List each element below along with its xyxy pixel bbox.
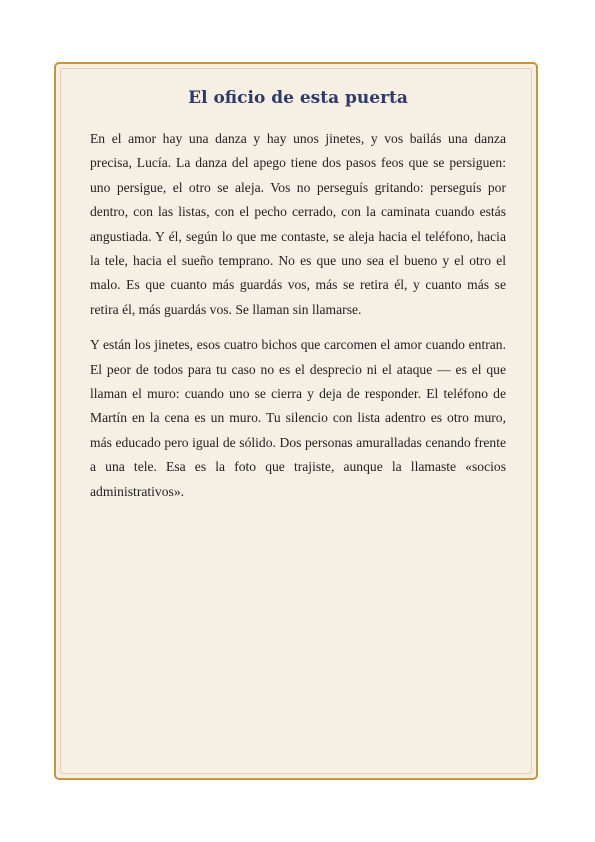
paragraph-1: En el amor hay una danza y hay unos jinetes, y vos bailás una danza precisa, Lucía. La danza del apego tiene dos pasos feos que se persiguen: uno persigue, el otro se aleja. Vos no perseguís gritando: perseguís por dentro, con las listas, con el pecho cerrado, con la caminata cuando estás angustiada. Y él, según lo que me contaste, se aleja hacia el teléfono, hacia la tele, hacia el sueño temprano. No es que uno sea el bueno y el otro el malo. Es que cuanto más guardás vos, más se retira él, y cuanto más se retira él, más guardás vos. Se llaman sin llamarse. bbox=[90, 131, 506, 317]
document-content bbox=[90, 86, 506, 515]
paragraph-2: Y están los jinetes, esos cuatro bichos que carcomen el amor cuando entran. El peor de todos para tu caso no es el desprecio ni el ataque — es el que llaman el muro: cuando uno se cierra y deja de responder. El teléfono de Martín en la cena es un muro. Tu silencio con lista adentro es otro muro, más educado pero igual de sólido. Dos personas amuralladas cenando frente a una tele. Esa es la foto que trajiste, aunque la llamaste «socios administrativos». bbox=[90, 337, 506, 499]
page-frame bbox=[54, 62, 538, 780]
page-title: El oficio de esta puerta bbox=[188, 88, 408, 108]
